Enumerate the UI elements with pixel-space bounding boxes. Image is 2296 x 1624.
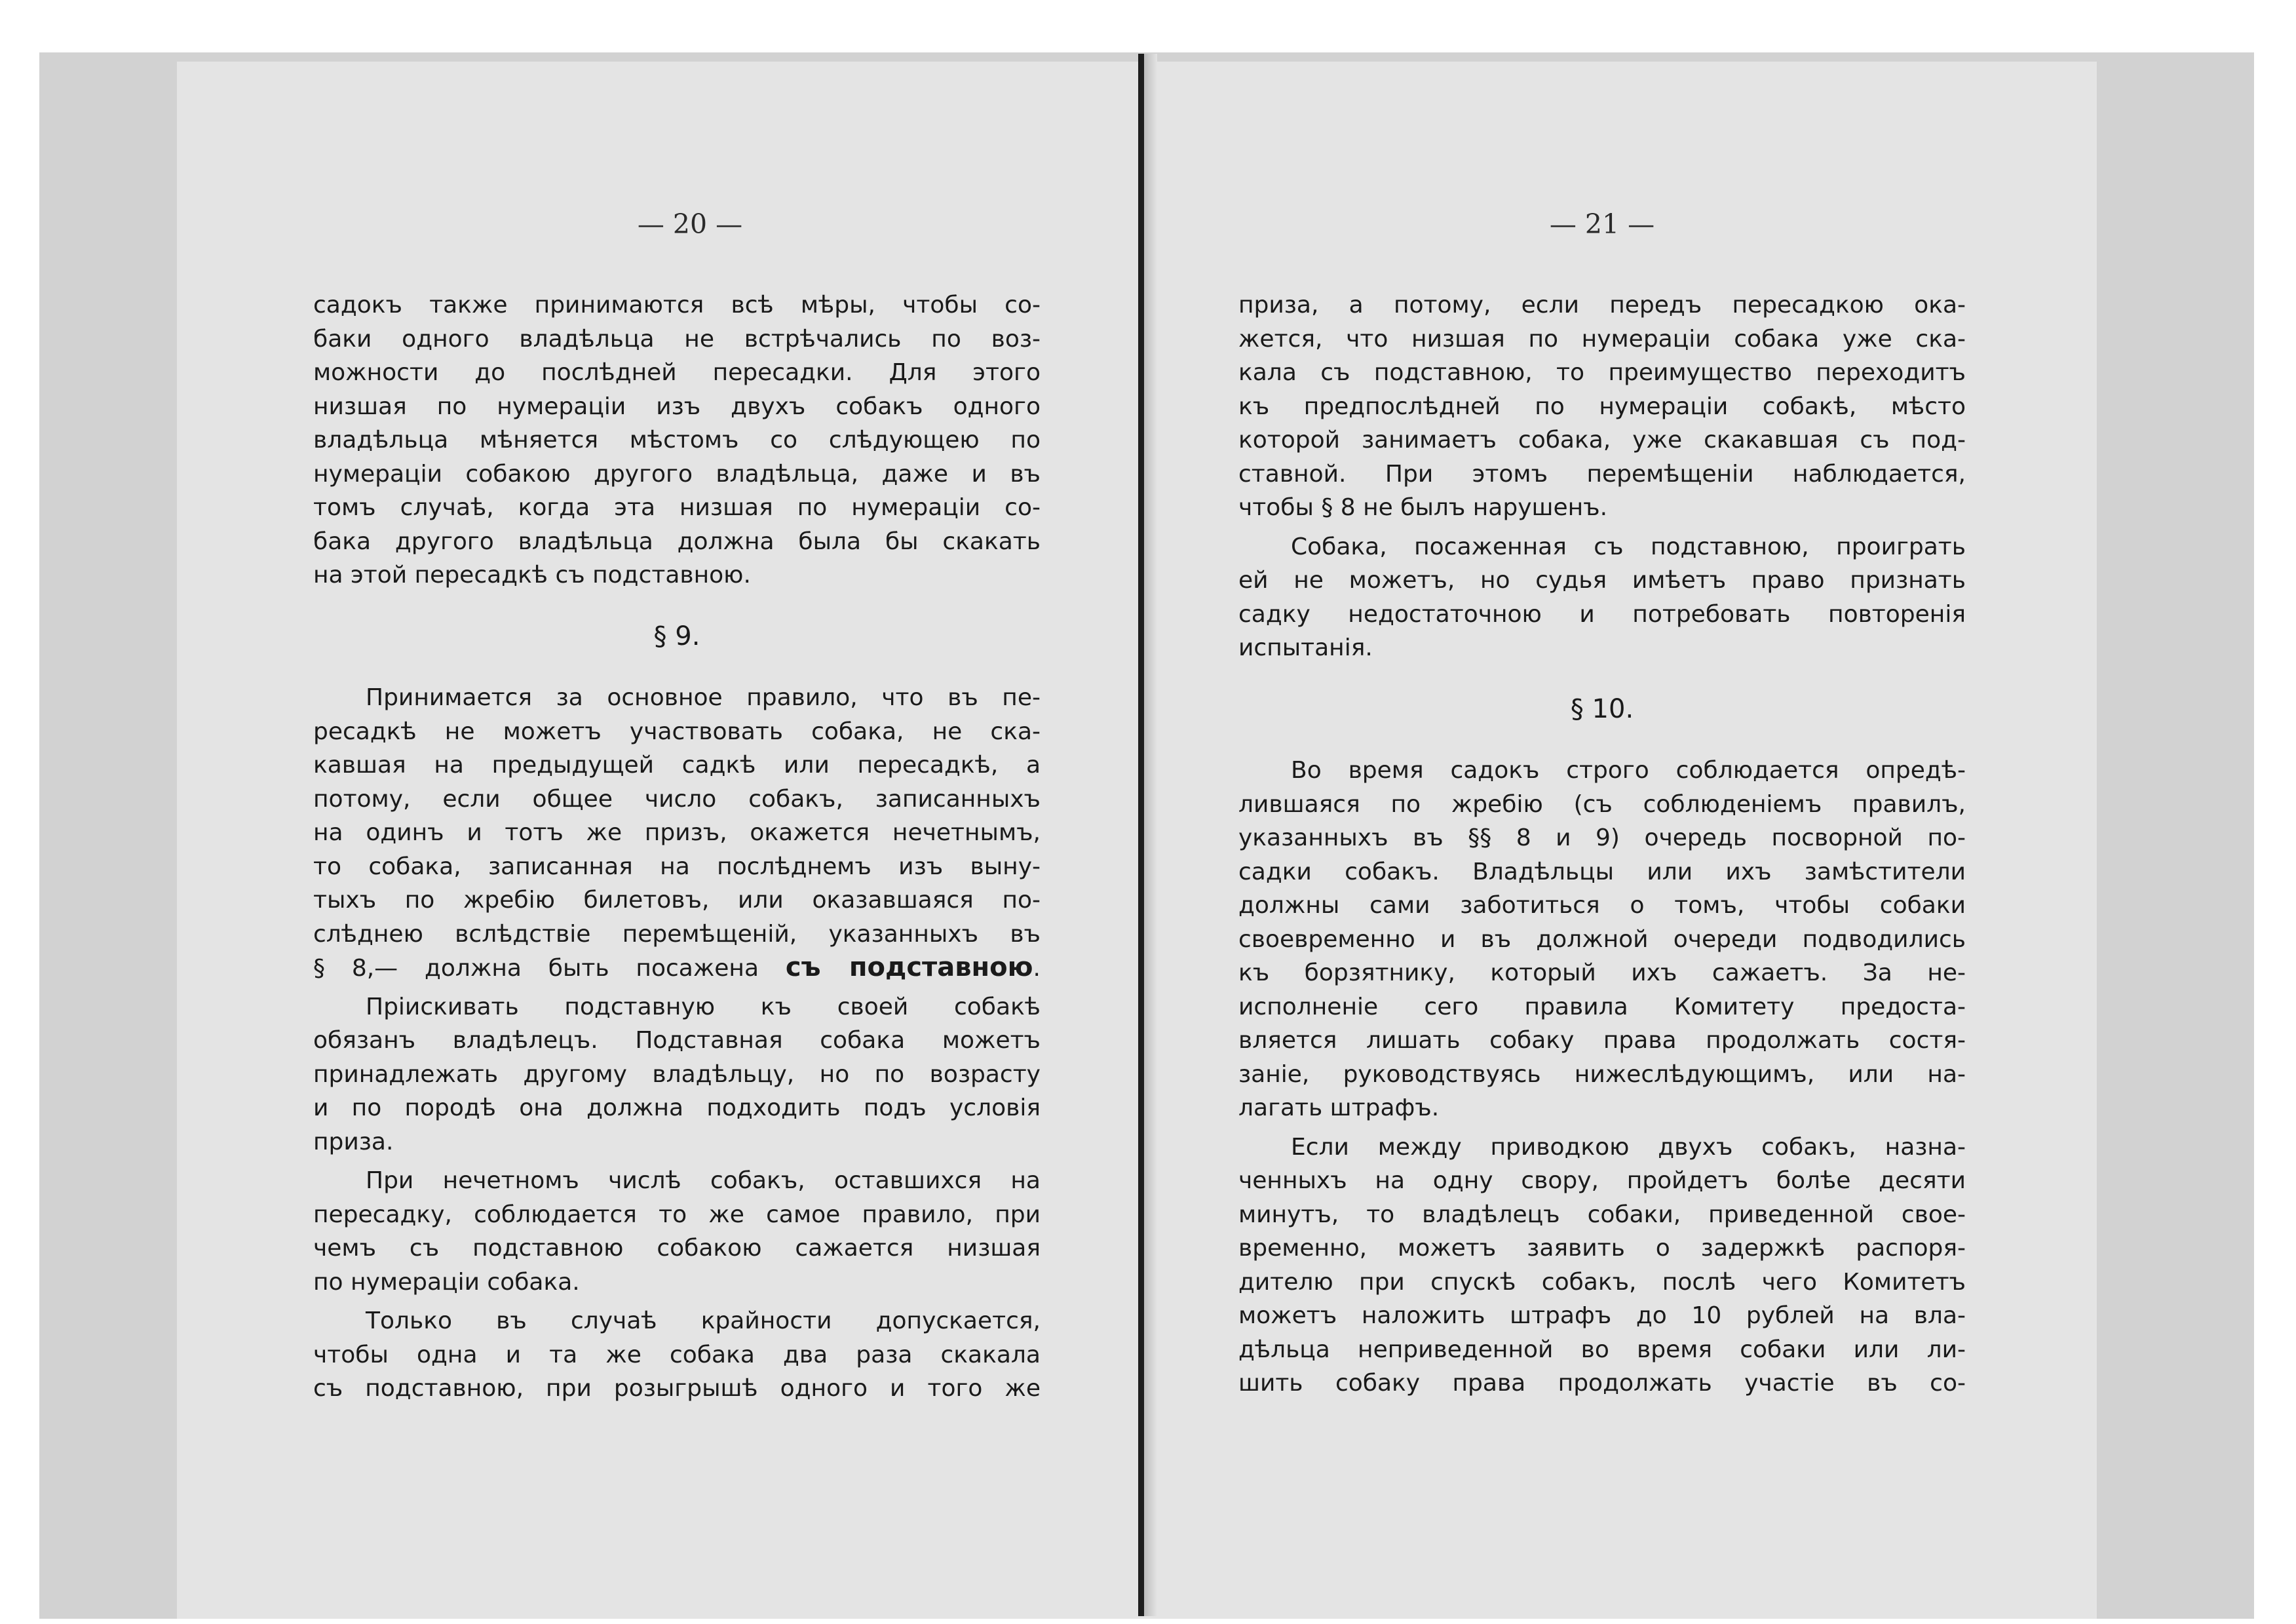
paragraph <box>1238 530 1966 665</box>
text-line: ей не можетъ, но судья имѣетъ право признать <box>1238 567 1966 594</box>
paragraph <box>313 990 1041 1159</box>
paragraph <box>1238 288 1966 525</box>
text-line: бака другого владѣльца должна была бы скакать <box>313 528 1041 555</box>
book-gutter <box>1138 54 1144 1616</box>
text-line: шить собаку права продолжать участіе въ со- <box>1238 1370 1966 1397</box>
text-line: Пріискивать подставную къ своей собакѣ <box>366 993 1041 1020</box>
text-line: томъ случаѣ, когда эта низшая по нумераціи со- <box>313 494 1041 521</box>
text-line: Если между приводкою двухъ собакъ, назна- <box>1291 1133 1966 1161</box>
text-line: садки собакъ. Владѣльцы или ихъ замѣстители <box>1238 858 1966 885</box>
text-line: владѣльца мѣняется мѣстомъ со слѣдующею по <box>313 427 1041 454</box>
paragraph <box>313 1304 1041 1406</box>
text-line: и по породѣ она должна подходить подъ условія <box>313 1094 1041 1121</box>
text-line: своевременно и въ должной очереди подводились <box>1238 925 1966 953</box>
text-line: которой занимаетъ собака, уже скакавшая съ под- <box>1238 427 1966 454</box>
text-line: нумераціи собакою другого владѣльца, даже и въ <box>313 460 1041 488</box>
text-line: Во время садокъ строго соблюдается опредѣ- <box>1291 757 1966 784</box>
left-page <box>313 0 1041 1624</box>
text-line <box>313 951 1041 985</box>
text-line: можетъ наложить штрафъ до 10 рублей на вла- <box>1238 1302 1966 1329</box>
text-line: чтобы одна и та же собака два раза скакала <box>313 1341 1041 1368</box>
text-line: дѣльца неприведенной во время собаки или ли- <box>1238 1336 1966 1363</box>
section-heading: § 10. <box>1570 693 1634 724</box>
text-line: обязанъ владѣлецъ. Подставная собака можетъ <box>313 1027 1041 1054</box>
text-line: чемъ съ подставною собакою сажается низшая <box>313 1235 1041 1262</box>
gutter-shadow <box>1144 54 1157 1616</box>
text-line: чтобы § 8 не былъ нарушенъ. <box>1238 494 1608 521</box>
paragraph <box>313 681 1041 985</box>
text-line: приза. <box>313 1128 394 1155</box>
text-line: Собака, посаженная съ подставною, проиграть <box>1291 533 1966 560</box>
page-number: — 20 — <box>637 208 743 240</box>
text-line: пересадку, соблюдается то же самое правило, при <box>313 1201 1041 1228</box>
text-line: должны сами заботиться о томъ, чтобы собаки <box>1238 892 1966 919</box>
right-page-body <box>1238 288 1966 1401</box>
right-page <box>1238 0 1966 1624</box>
line-prefix: § 8,— должна быть посажена <box>313 955 786 982</box>
text-line: принадлежать другому владѣльцу, но по возрасту <box>313 1060 1041 1088</box>
text-line: При нечетномъ числѣ собакъ, оставшихся на <box>366 1167 1041 1194</box>
emphasis-text: съ подставною <box>785 952 1033 982</box>
text-line: кала съ подставною, то преимущество переходитъ <box>1238 359 1966 386</box>
text-line: можности до послѣдней пересадки. Для этого <box>313 359 1041 386</box>
text-line: исполненіе сего правила Комитету предоста- <box>1238 993 1966 1020</box>
text-line: Принимается за основное правило, что въ пе- <box>366 684 1041 711</box>
text-line: на этой пересадкѣ съ подставною. <box>313 562 751 589</box>
text-line: лившаяся по жребію (съ соблюденіемъ правилъ, <box>1238 790 1966 818</box>
left-page-body <box>313 288 1041 1406</box>
paragraph <box>313 1164 1041 1299</box>
text-line: испытанія. <box>1238 634 1373 661</box>
text-line: лагать штрафъ. <box>1238 1094 1440 1121</box>
text-line: минутъ, то владѣлецъ собаки, приведенной свое- <box>1238 1201 1966 1228</box>
line-suffix: . <box>1033 955 1041 982</box>
text-line: ченныхъ на одну свору, пройдетъ болѣе десяти <box>1238 1167 1966 1194</box>
paragraph <box>313 288 1041 592</box>
text-line: заніе, руководствуясь нижеслѣдующимъ, или на- <box>1238 1060 1966 1088</box>
paragraph <box>1238 1131 1966 1401</box>
text-line: потому, если общее число собакъ, записанныхъ <box>313 785 1041 813</box>
text-line: временно, можетъ заявить о задержкѣ распоря- <box>1238 1235 1966 1262</box>
text-line: указанныхъ въ §§ 8 и 9) очередь посворной по- <box>1238 824 1966 851</box>
text-line: садокъ также принимаются всѣ мѣры, чтобы со- <box>313 292 1041 319</box>
text-line: низшая по нумераціи изъ двухъ собакъ одного <box>313 393 1041 420</box>
text-line: дителю при спускѣ собакъ, послѣ чего Комитетъ <box>1238 1268 1966 1296</box>
text-line: по нумераціи собака. <box>313 1268 580 1296</box>
page-number: — 21 — <box>1549 208 1655 240</box>
text-line: кавшая на предыдущей садкѣ или пересадкѣ, а <box>313 752 1041 779</box>
text-line: жется, что низшая по нумераціи собака уже ска- <box>1238 325 1966 353</box>
text-line: ресадкѣ не можетъ участвовать собака, не ска- <box>313 718 1041 745</box>
text-line: вляется лишать собаку права продолжать состя- <box>1238 1027 1966 1054</box>
section-heading: § 9. <box>653 621 700 651</box>
text-line: Только въ случаѣ крайности допускается, <box>366 1307 1041 1334</box>
text-line: садку недостаточною и потребовать повторенія <box>1238 600 1966 628</box>
text-line: къ предпослѣдней по нумераціи собакѣ, мѣсто <box>1238 393 1966 420</box>
text-line: ставной. При этомъ перемѣщеніи наблюдается, <box>1238 460 1966 488</box>
text-line: приза, а потому, если передъ пересадкою ока- <box>1238 292 1966 319</box>
paragraph <box>1238 754 1966 1125</box>
text-line: тыхъ по жребію билетовъ, или оказавшаяся по- <box>313 887 1041 914</box>
text-line: на одинъ и тотъ же призъ, окажется нечетнымъ, <box>313 819 1041 846</box>
text-line: то собака, записанная на послѣднемъ изъ выну- <box>313 853 1041 880</box>
text-line: къ борзятнику, который ихъ сажаетъ. За не- <box>1238 959 1966 986</box>
text-line: съ подставною, при розыгрышѣ одного и того же <box>313 1375 1041 1402</box>
text-line: баки одного владѣльца не встрѣчались по воз- <box>313 325 1041 353</box>
text-line: слѣднею вслѣдствіе перемѣщеній, указанныхъ въ <box>313 920 1041 948</box>
